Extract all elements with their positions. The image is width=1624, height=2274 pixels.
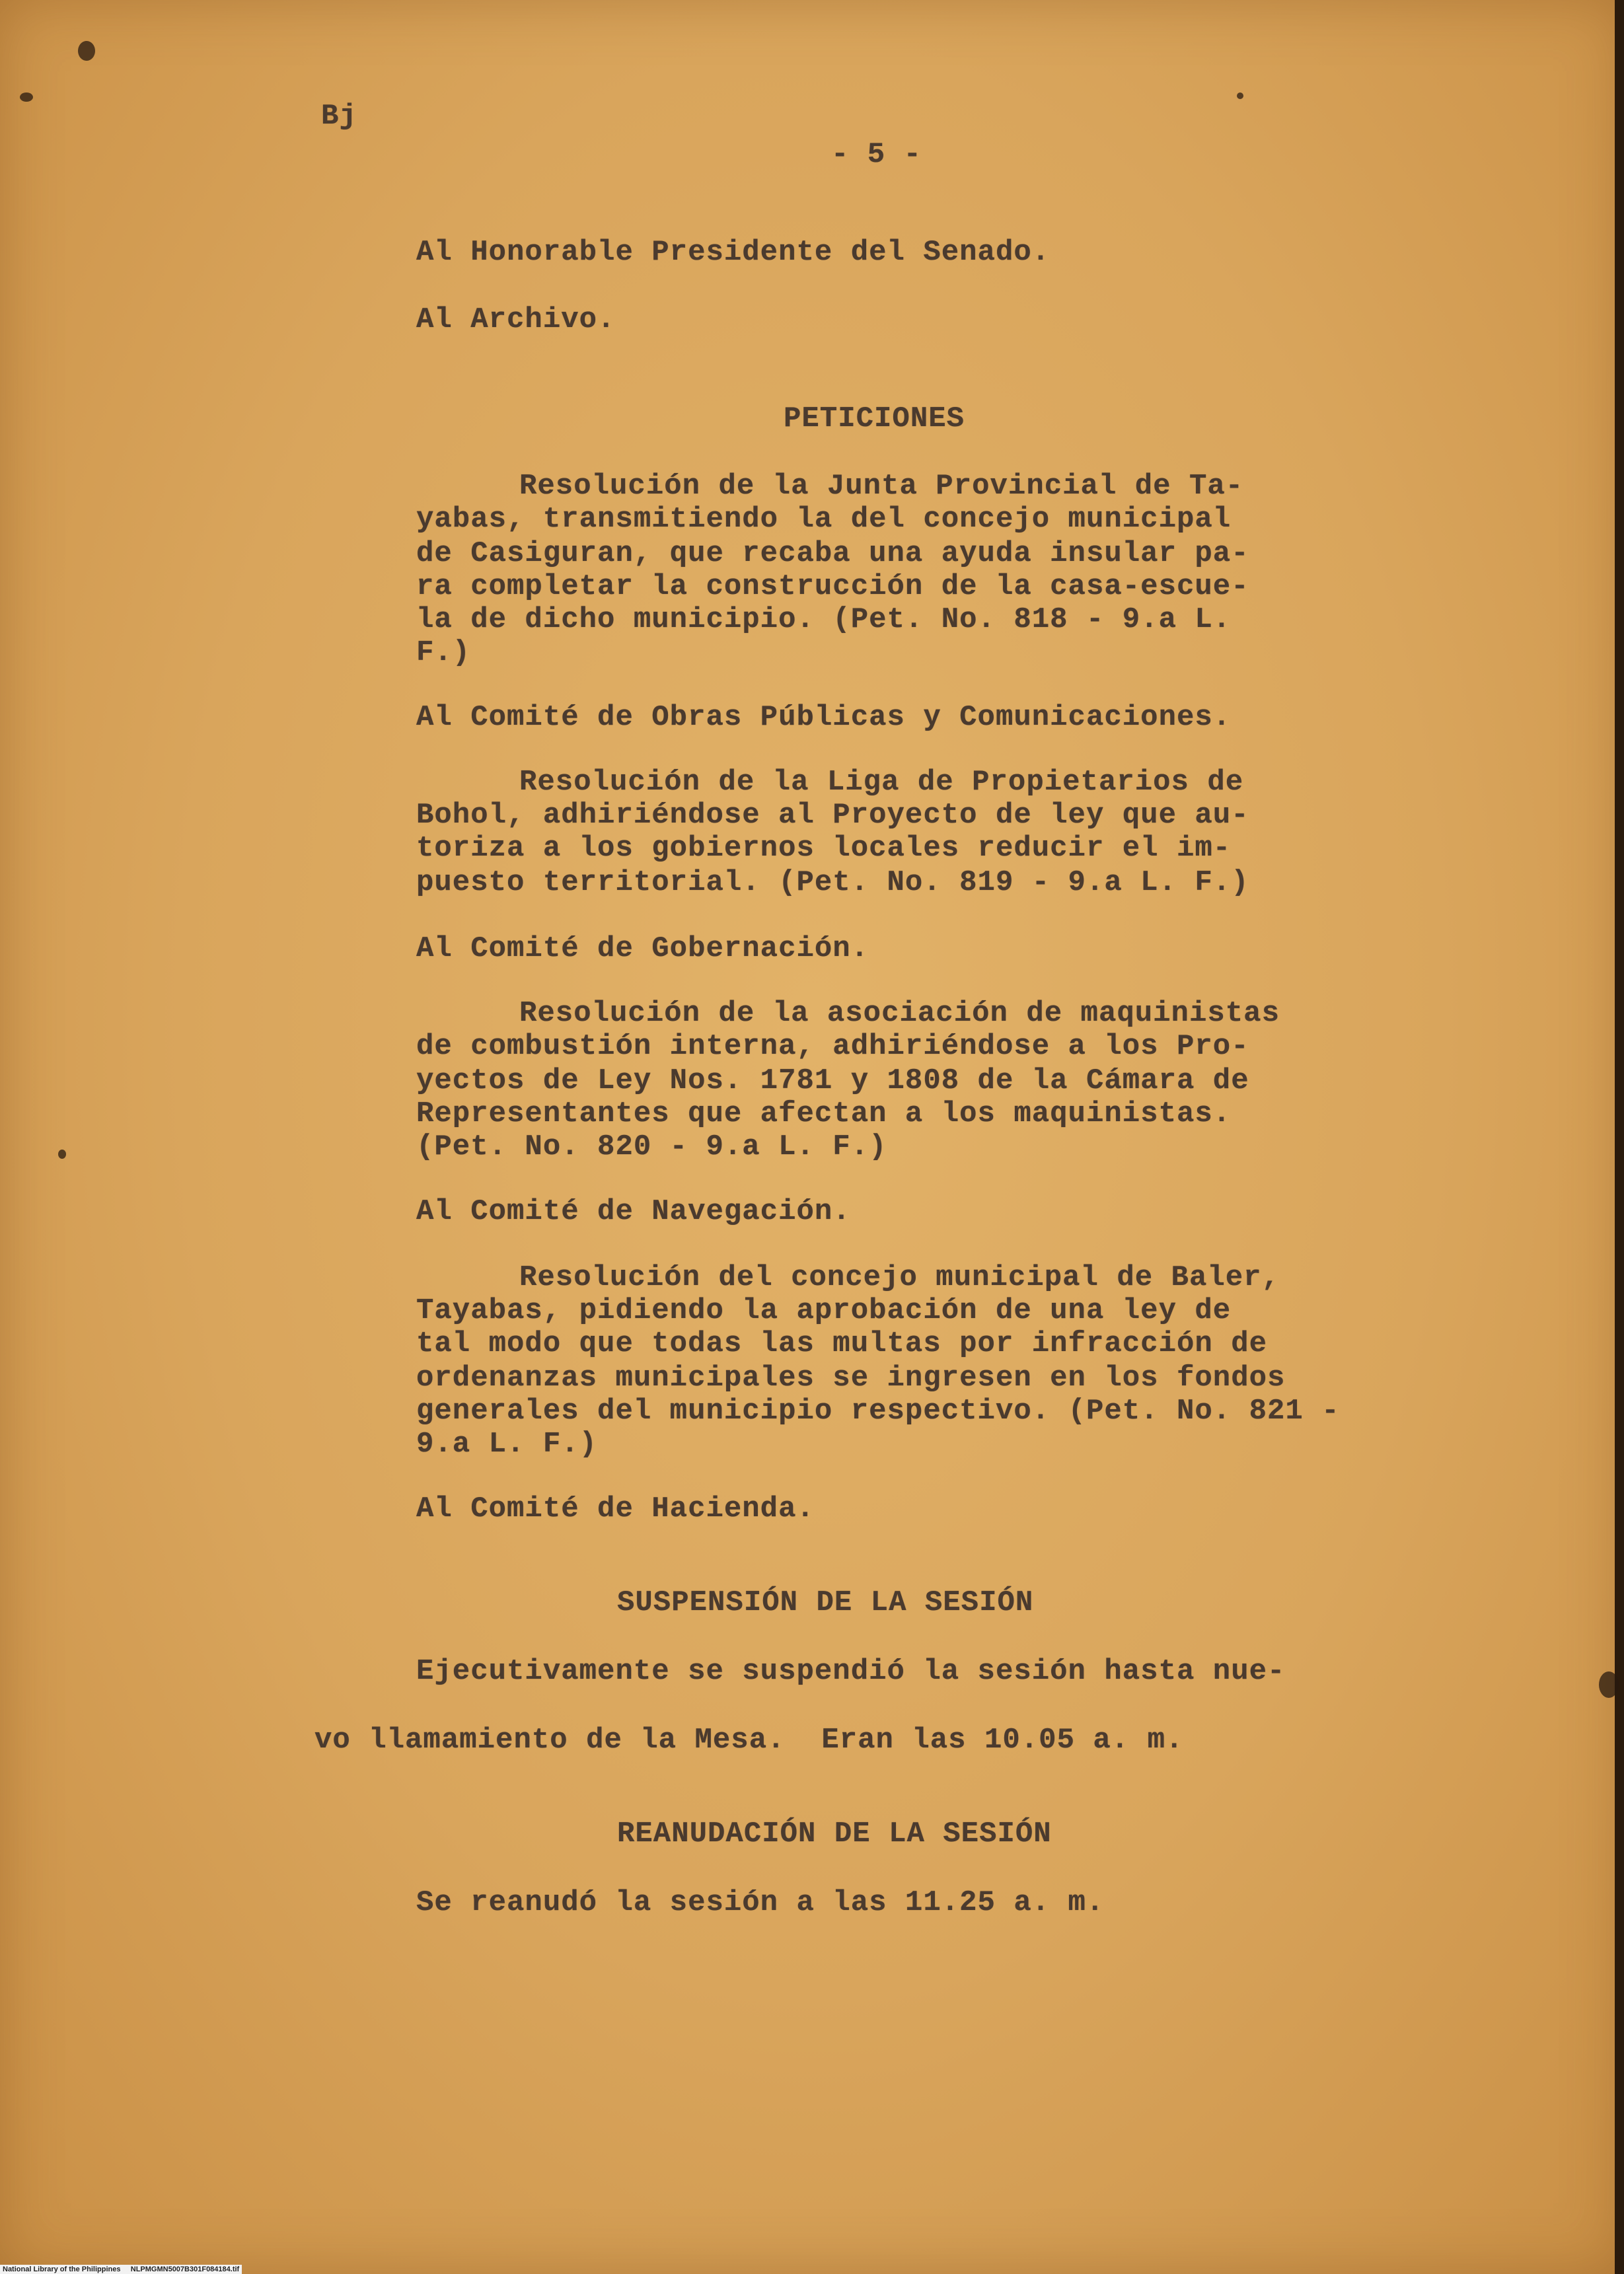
section-heading: PETICIONES bbox=[784, 402, 965, 435]
paragraph-line: Resolución de la Junta Provincial de Ta- bbox=[519, 470, 1244, 503]
paragraph-line: toriza a los gobiernos locales reducir el im- bbox=[416, 832, 1232, 865]
paragraph-line: Ejecutivamente se suspendió la sesión hasta nue- bbox=[416, 1655, 1286, 1688]
section-heading: SUSPENSIÓN DE LA SESIÓN bbox=[617, 1586, 1034, 1619]
referral-line: Al Comité de Obras Públicas y Comunicaciones. bbox=[416, 701, 1232, 734]
addressee-line: Al Honorable Presidente del Senado. bbox=[416, 236, 1051, 269]
referral-line: Al Comité de Hacienda. bbox=[416, 1492, 815, 1525]
paragraph-line: Tayabas, pidiendo la aprobación de una ley de bbox=[416, 1294, 1232, 1327]
paragraph-line: de combustión interna, adhiriéndose a los Pro- bbox=[416, 1030, 1249, 1063]
page-edge bbox=[1615, 0, 1624, 2274]
ink-stain bbox=[1237, 92, 1243, 99]
paragraph-line: F.) bbox=[416, 636, 471, 669]
ink-stain bbox=[1599, 1671, 1619, 1698]
ink-stain bbox=[58, 1150, 66, 1159]
paragraph-line: ra completar la construcción de la casa-escue- bbox=[416, 570, 1249, 603]
archive-line: Al Archivo. bbox=[416, 303, 616, 336]
page-number: - 5 - bbox=[831, 138, 922, 171]
source-label: National Library of the Philippines bbox=[3, 2265, 121, 2273]
archive-caption bbox=[0, 2265, 242, 2274]
referral-line: Al Comité de Gobernación. bbox=[416, 932, 869, 965]
paragraph-line: Bohol, adhiriéndose al Proyecto de ley que au- bbox=[416, 799, 1249, 832]
paragraph-line: tal modo que todas las multas por infracción de bbox=[416, 1327, 1268, 1360]
ink-stain bbox=[78, 41, 95, 61]
paragraph-line: (Pet. No. 820 - 9.a L. F.) bbox=[416, 1130, 887, 1163]
paragraph-line: de Casiguran, que recaba una ayuda insular pa- bbox=[416, 537, 1249, 570]
paragraph-line: Representantes que afectan a los maquinistas. bbox=[416, 1097, 1232, 1130]
paragraph-line: Se reanudó la sesión a las 11.25 a. m. bbox=[416, 1886, 1105, 1919]
paragraph-line: Resolución de la asociación de maquinistas bbox=[519, 997, 1280, 1030]
paragraph-line: ordenanzas municipales se ingresen en los fondos bbox=[416, 1362, 1286, 1395]
paragraph-line: puesto territorial. (Pet. No. 819 - 9.a L. F.) bbox=[416, 866, 1249, 899]
ink-stain bbox=[20, 92, 33, 102]
paragraph-line: yabas, transmitiendo la del concejo municipal bbox=[416, 503, 1232, 536]
file-id: NLPMGMN5007B301F084184.tif bbox=[130, 2265, 240, 2273]
paragraph-line: yectos de Ley Nos. 1781 y 1808 de la Cámara de bbox=[416, 1064, 1249, 1097]
paragraph-line: Resolución de la Liga de Propietarios de bbox=[519, 766, 1244, 799]
section-heading: REANUDACIÓN DE LA SESIÓN bbox=[617, 1817, 1052, 1851]
paragraph-line: generales del municipio respectivo. (Pet. No. 821 - bbox=[416, 1395, 1340, 1428]
paragraph-line: la de dicho municipio. (Pet. No. 818 - 9.a L. bbox=[416, 603, 1232, 636]
paragraph-line: Resolución del concejo municipal de Baler, bbox=[519, 1261, 1280, 1294]
paragraph-line: 9.a L. F.) bbox=[416, 1428, 598, 1461]
paragraph-line: vo llamamiento de la Mesa. Eran las 10.05 a. m. bbox=[314, 1724, 1184, 1757]
referral-line: Al Comité de Navegación. bbox=[416, 1195, 851, 1228]
initials: Bj bbox=[321, 100, 357, 133]
